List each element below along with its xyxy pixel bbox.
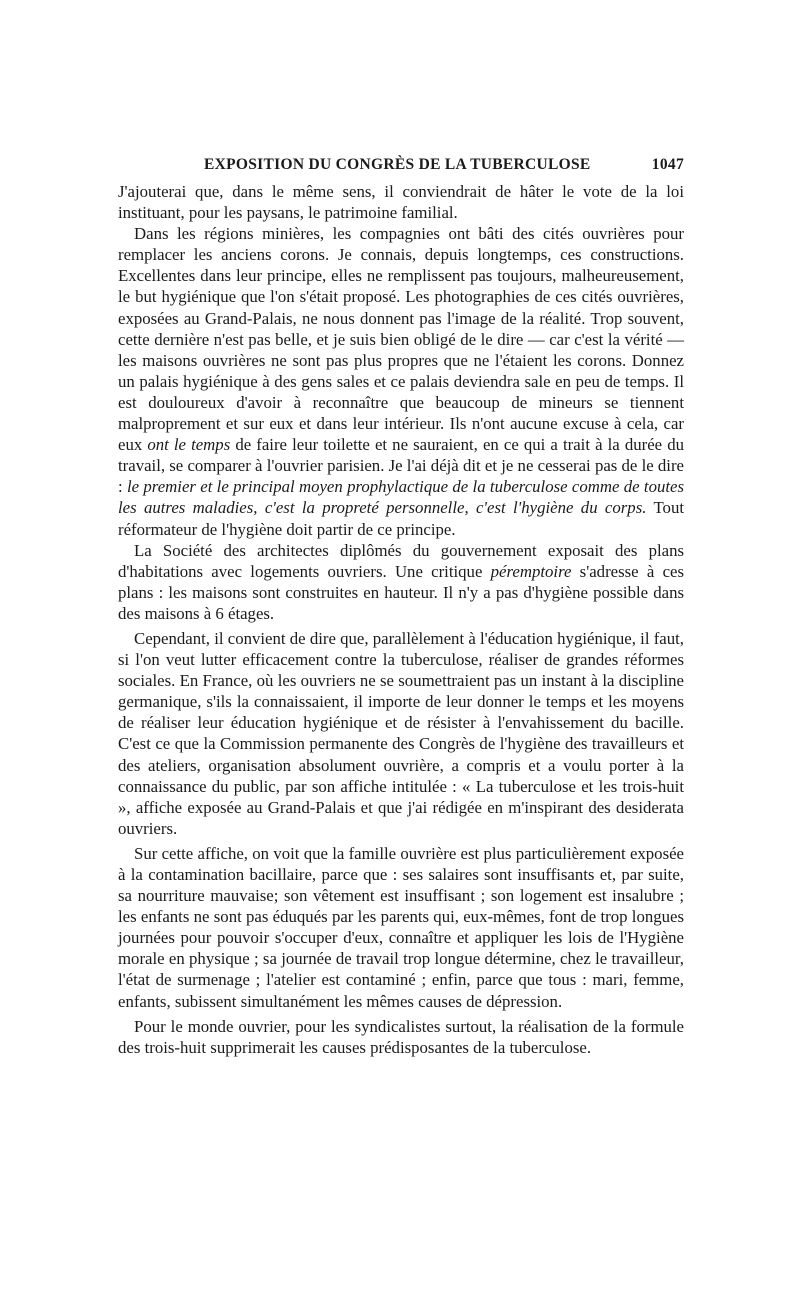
text-run: Cependant, il convient de dire que, parallèlement à l'éducation hygiénique, il faut, si l'on veut lutter efficacement contre la tuberculose, réaliser de grandes réformes sociales. En France, où les ouvriers ne se soumettraient pas un instant à la discipline germanique, s'ils la connaissaient, il importe de leur donner le temps et les moyens de réaliser leur éducation hygiénique et de résister à l'envahissement du bacille. C'est ce que la Commission permanente des Congrès de l'hygiène des travailleurs et des ateliers, organisation absolument ouvrière, a compris et a voulu porter à la connaissance du public, par son affiche intitulée : « La tuberculose et les trois-huit », affiche exposée au Grand-Palais et que j'ai rédigée en m'inspirant des desiderata ouvriers. xyxy=(118,628,684,838)
paragraph xyxy=(118,181,684,223)
text-run: s'adresse à ces plans : les maisons sont construites en hauteur. Il n'y a pas d'hygiène possible dans des maisons à 6 étages. xyxy=(118,561,684,623)
running-title: EXPOSITION DU CONGRÈS DE LA TUBERCULOSE xyxy=(204,156,591,173)
paragraph xyxy=(118,223,684,539)
italic-run: le premier et le principal moyen prophylactique de la tuberculose comme de toutes les autres maladies, c'est la propreté personnelle, c'est l'hygiène du corps. xyxy=(118,477,684,518)
paragraph xyxy=(118,1016,684,1058)
page-number: 1047 xyxy=(651,156,684,173)
running-header xyxy=(204,156,684,174)
body-text xyxy=(118,181,684,1058)
text-run: Sur cette affiche, on voit que la famille ouvrière est plus particulièrement exposée à la contamination bacillaire, parce que : ses salaires sont insuffisants et, par suite, sa nourriture mauvaise; son vêtement est insuffisant ; son logement est insalubre ; les enfants ne sont pas éduqués par les parents qui, eux-mêmes, font de trop longues journées pour pouvoir s'occuper d'eux, connaître et appliquer les lois de l'Hygiène morale en physique ; sa journée de travail trop longue détermine, chez le travailleur, l'état de surmenage ; l'atelier est contaminé ; enfin, parce que tous : mari, femme, enfants, subissent simultanément les mêmes causes de dépression. xyxy=(118,843,684,1011)
text-run: J'ajouterai que, dans le même sens, il conviendrait de hâter le vote de la loi instituant, pour les paysans, le patrimoine familial. xyxy=(118,182,684,223)
text-run: Dans les régions minières, les compagnies ont bâti des cités ouvrières pour remplacer les anciens corons. Je connais, depuis longtemps, ces constructions. Excellentes dans leur principe, elles ne remplissent pas toujours, malheureusement, le but hygiénique que l'on s'était proposé. Les photographies de ces cités ouvrières, exposées au Grand-Palais, ne nous donnent pas l'image de la réalité. Trop souvent, cette dernière n'est pas belle, et je suis bien obligé de le dire — car c'est la vérité — les maisons ouvrières ne sont pas plus propres que ne l'étaient les corons. Donnez un palais hygiénique à des gens sales et ce palais deviendra sale en peu de temps. Il est douloureux d'avoir à reconnaître que beaucoup de mineurs se tiennent malproprement et sur eux et dans leur intérieur. Ils n'ont aucune excuse à cela, car eux xyxy=(118,224,684,455)
paragraph xyxy=(118,843,684,1012)
paragraph xyxy=(118,540,684,624)
italic-run: péremptoire xyxy=(490,561,572,581)
book-page xyxy=(118,156,684,1058)
text-run: de faire leur toilette et ne sauraient, en ce qui a trait à la durée du travail, se comparer à l'ouvrier parisien. Je l'ai déjà dit et je ne cesserai pas de le dire : xyxy=(118,435,684,497)
text-run: Tout réformateur de l'hygiène doit partir de ce principe. xyxy=(118,498,684,539)
text-run: La Société des architectes diplômés du gouvernement exposait des plans d'habitations avec logements ouvriers. Une critique xyxy=(118,540,684,581)
italic-run: ont le temps xyxy=(147,435,231,455)
text-run: Pour le monde ouvrier, pour les syndicalistes surtout, la réalisation de la formule des trois-huit supprimerait les causes prédisposantes de la tuberculose. xyxy=(118,1016,684,1057)
paragraph xyxy=(118,628,684,839)
